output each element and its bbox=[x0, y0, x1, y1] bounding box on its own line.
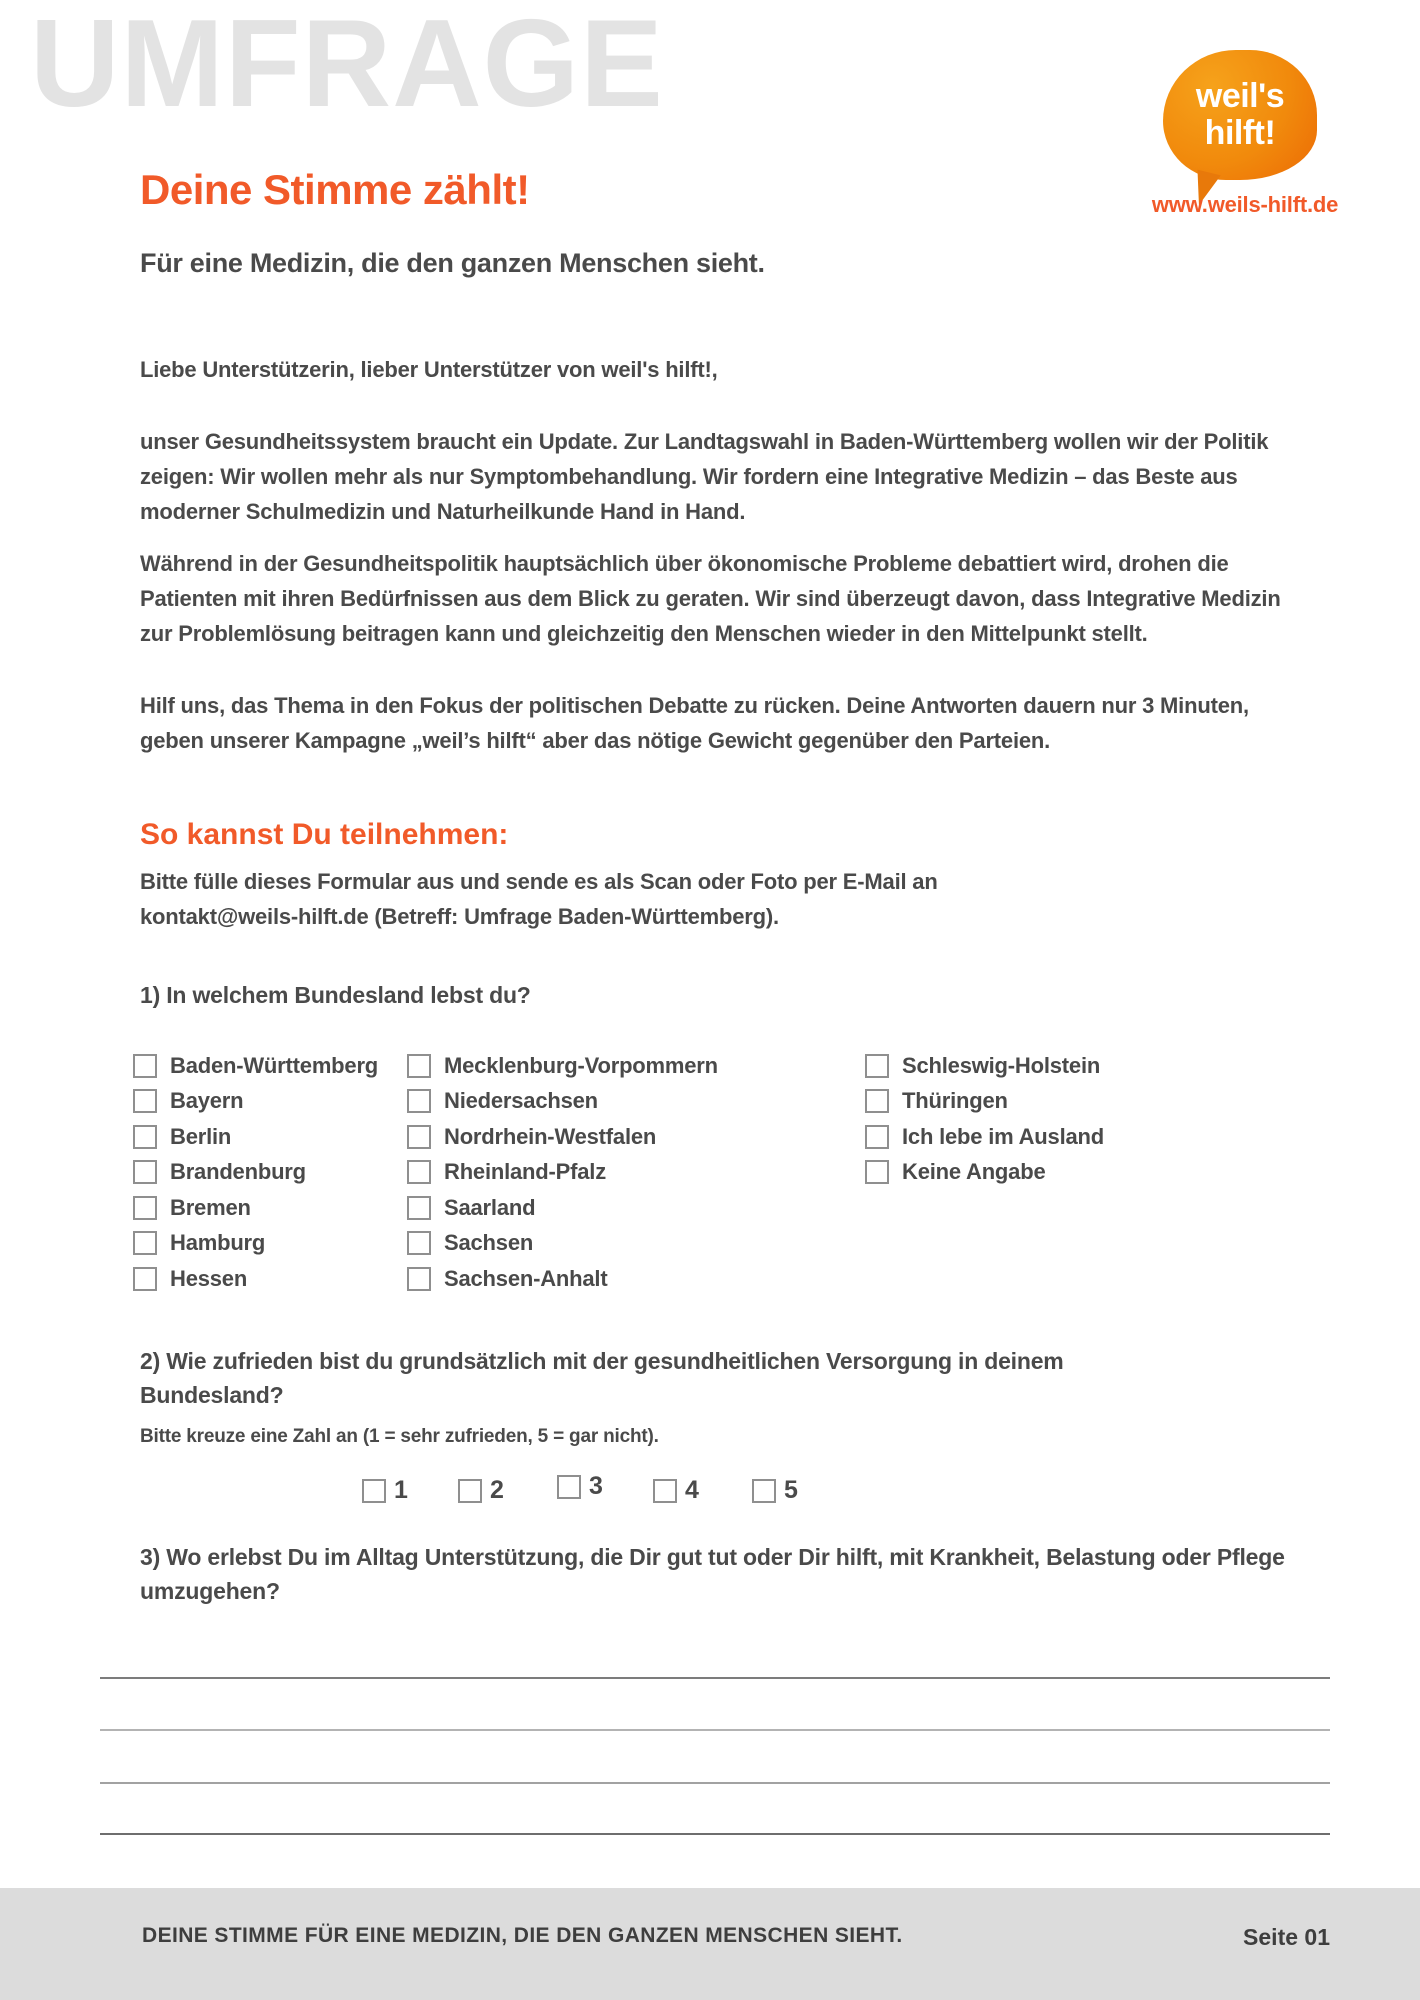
rating-label: 2 bbox=[490, 1476, 504, 1504]
checkbox-icon[interactable] bbox=[458, 1479, 482, 1503]
question2-label: 2) Wie zufrieden bist du grundsätzlich mit der gesundheitlichen Versorgung in deinem Bundesland? bbox=[140, 1348, 1064, 1408]
rating-option-5[interactable] bbox=[752, 1476, 798, 1505]
page-title: Deine Stimme zählt! bbox=[140, 166, 530, 213]
checkbox-icon[interactable] bbox=[133, 1196, 157, 1220]
checkbox-icon[interactable] bbox=[407, 1267, 431, 1291]
checkbox-icon[interactable] bbox=[362, 1479, 386, 1503]
option-label: Saarland bbox=[444, 1194, 536, 1220]
checkbox-icon[interactable] bbox=[407, 1089, 431, 1113]
checkbox-icon[interactable] bbox=[407, 1231, 431, 1255]
brand-website-link[interactable]: www.weils-hilft.de bbox=[1151, 192, 1339, 217]
rating-label: 4 bbox=[685, 1476, 699, 1504]
answer-line[interactable] bbox=[100, 1729, 1330, 1731]
footer-bar bbox=[0, 1888, 1420, 2000]
checkbox-icon[interactable] bbox=[407, 1125, 431, 1149]
option-label: Keine Angabe bbox=[902, 1159, 1046, 1185]
intro-paragraph-3: Hilf uns, das Thema in den Fokus der politischen Debatte zu rücken. Deine Antworten dauern nur 3 Minuten, geben unserer Kampagne „weil’s hilft“ aber das nötige Gewicht gegenüber den Parteien. bbox=[140, 693, 1249, 753]
option-label: Ich lebe im Ausland bbox=[902, 1123, 1104, 1149]
page-number: Seite 01 bbox=[1243, 1924, 1330, 1950]
option-label: Brandenburg bbox=[170, 1159, 306, 1185]
option-label: Hessen bbox=[170, 1265, 248, 1291]
option-baden-wuerttemberg[interactable] bbox=[133, 1048, 378, 1084]
checkbox-icon[interactable] bbox=[133, 1089, 157, 1113]
page-subtitle: Für eine Medizin, die den ganzen Menschen sieht. bbox=[140, 248, 765, 278]
question3-label: 3) Wo erlebst Du im Alltag Unterstützung, die Dir gut tut oder Dir hilft, mit Krankheit, Belastung oder Pflege umzugehen? bbox=[140, 1544, 1285, 1604]
option-bremen[interactable] bbox=[133, 1190, 378, 1226]
checkbox-icon[interactable] bbox=[133, 1125, 157, 1149]
rating-option-3[interactable] bbox=[557, 1472, 603, 1501]
checkbox-icon[interactable] bbox=[133, 1054, 157, 1078]
question1-column-3 bbox=[865, 1048, 1104, 1190]
option-label: Mecklenburg-Vorpommern bbox=[444, 1052, 718, 1078]
question1-column-2 bbox=[407, 1048, 718, 1297]
rating-option-1[interactable] bbox=[362, 1476, 408, 1505]
option-niedersachsen[interactable] bbox=[407, 1084, 718, 1120]
option-label: Bayern bbox=[170, 1088, 244, 1114]
option-label: Thüringen bbox=[902, 1088, 1008, 1114]
question1-label: 1) In welchem Bundesland lebst du? bbox=[140, 982, 531, 1008]
intro-paragraph-2: Während in der Gesundheitspolitik hauptsächlich über ökonomische Probleme debattiert wird, drohen die Patienten mit ihren Bedürfnissen aus dem Blick zu geraten. Wir sind überzeugt davon, dass Integrative Medizin zur Problemlösung beitragen kann und gleichzeitig den Menschen wieder in den Mittelpunkt stellt. bbox=[140, 551, 1281, 646]
option-thueringen[interactable] bbox=[865, 1084, 1104, 1120]
option-keine-angabe[interactable] bbox=[865, 1155, 1104, 1191]
option-label: Rheinland-Pfalz bbox=[444, 1159, 607, 1185]
logo-text-line2: hilft! bbox=[1204, 114, 1276, 152]
checkbox-icon[interactable] bbox=[133, 1231, 157, 1255]
option-sachsen[interactable] bbox=[407, 1226, 718, 1262]
footer-tagline: DEINE STIMME FÜR EINE MEDIZIN, DIE DEN GANZEN MENSCHEN SIEHT. bbox=[142, 1924, 903, 1947]
option-saarland[interactable] bbox=[407, 1190, 718, 1226]
option-hessen[interactable] bbox=[133, 1261, 378, 1297]
option-label: Niedersachsen bbox=[444, 1088, 598, 1114]
checkbox-icon[interactable] bbox=[133, 1267, 157, 1291]
checkbox-icon[interactable] bbox=[407, 1160, 431, 1184]
option-label: Berlin bbox=[170, 1123, 232, 1149]
checkbox-icon[interactable] bbox=[133, 1160, 157, 1184]
checkbox-icon[interactable] bbox=[407, 1054, 431, 1078]
option-label: Baden-Württemberg bbox=[170, 1052, 379, 1078]
option-label: Sachsen-Anhalt bbox=[444, 1265, 608, 1291]
checkbox-icon[interactable] bbox=[865, 1125, 889, 1149]
greeting-text: Liebe Unterstützerin, lieber Unterstützer von weil's hilft!, bbox=[140, 357, 718, 382]
option-label: Schleswig-Holstein bbox=[902, 1052, 1101, 1078]
option-ausland[interactable] bbox=[865, 1119, 1104, 1155]
checkbox-icon[interactable] bbox=[865, 1089, 889, 1113]
option-nordrhein-westfalen[interactable] bbox=[407, 1119, 718, 1155]
option-berlin[interactable] bbox=[133, 1119, 378, 1155]
checkbox-icon[interactable] bbox=[865, 1054, 889, 1078]
rating-label: 3 bbox=[589, 1472, 603, 1500]
intro-paragraph-1: unser Gesundheitssystem braucht ein Update. Zur Landtagswahl in Baden-Württemberg wollen wir der Politik zeigen: Wir wollen mehr als nur Symptombehandlung. Wir fordern eine Integrative Medizin – das Beste aus moderner Schulmedizin und Naturheilkunde Hand in Hand. bbox=[140, 429, 1269, 524]
checkbox-icon[interactable] bbox=[865, 1160, 889, 1184]
weils-hilft-logo bbox=[1163, 50, 1317, 180]
option-label: Sachsen bbox=[444, 1230, 534, 1256]
option-hamburg[interactable] bbox=[133, 1226, 378, 1262]
checkbox-icon[interactable] bbox=[752, 1479, 776, 1503]
answer-line[interactable] bbox=[100, 1833, 1330, 1835]
checkbox-icon[interactable] bbox=[557, 1475, 581, 1499]
checkbox-icon[interactable] bbox=[653, 1479, 677, 1503]
option-rheinland-pfalz[interactable] bbox=[407, 1155, 718, 1191]
option-label: Nordrhein-Westfalen bbox=[444, 1123, 657, 1149]
participation-heading: So kannst Du teilnehmen: bbox=[140, 818, 509, 851]
watermark-title: UMFRAGE bbox=[30, 0, 664, 133]
option-label: Hamburg bbox=[170, 1230, 266, 1256]
logo-text-line1: weil's bbox=[1195, 77, 1285, 116]
question1-column-1 bbox=[133, 1048, 378, 1297]
rating-label: 5 bbox=[784, 1476, 798, 1504]
option-mecklenburg-vorpommern[interactable] bbox=[407, 1048, 718, 1084]
rating-option-2[interactable] bbox=[458, 1476, 504, 1505]
rating-option-4[interactable] bbox=[653, 1476, 699, 1505]
option-schleswig-holstein[interactable] bbox=[865, 1048, 1104, 1084]
checkbox-icon[interactable] bbox=[407, 1196, 431, 1220]
option-sachsen-anhalt[interactable] bbox=[407, 1261, 718, 1297]
question2-hint: Bitte kreuze eine Zahl an (1 = sehr zufrieden, 5 = gar nicht). bbox=[140, 1426, 659, 1447]
answer-line[interactable] bbox=[100, 1782, 1330, 1784]
answer-line[interactable] bbox=[100, 1677, 1330, 1679]
rating-label: 1 bbox=[394, 1476, 408, 1504]
option-bayern[interactable] bbox=[133, 1084, 378, 1120]
option-brandenburg[interactable] bbox=[133, 1155, 378, 1191]
participation-instructions: Bitte fülle dieses Formular aus und sende es als Scan oder Foto per E-Mail an kontakt@weils-hilft.de (Betreff: Umfrage Baden-Württemberg). bbox=[140, 869, 938, 929]
option-label: Bremen bbox=[170, 1194, 251, 1220]
